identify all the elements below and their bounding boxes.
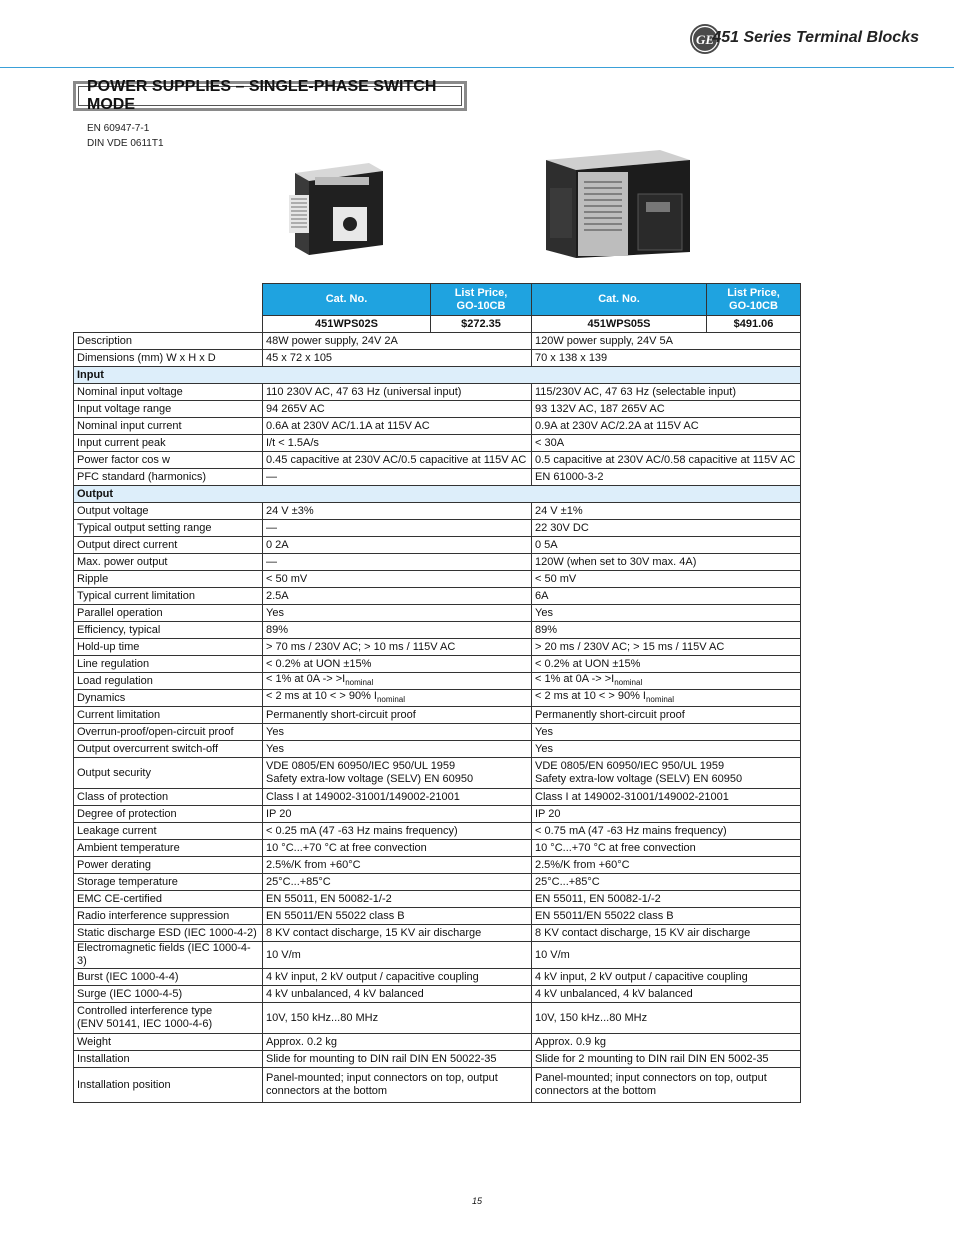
product-cat-1: 451WPS02S bbox=[263, 316, 431, 333]
spec-label: Dynamics bbox=[74, 690, 263, 707]
standard-item: DIN VDE 0611T1 bbox=[87, 138, 164, 149]
spec-row bbox=[74, 622, 801, 639]
spec-row bbox=[74, 986, 801, 1003]
spec-label: Current limitation bbox=[74, 707, 263, 724]
product-price-1: $272.35 bbox=[431, 316, 532, 333]
spec-label: Output direct current bbox=[74, 537, 263, 554]
product-price-2: $491.06 bbox=[707, 316, 801, 333]
spec-value-1: 0 2A bbox=[263, 537, 532, 554]
standards-list bbox=[87, 121, 164, 151]
spec-row bbox=[74, 891, 801, 908]
spec-value-2: 115/230V AC, 47 63 Hz (selectable input) bbox=[532, 384, 801, 401]
spec-label: Typical current limitation bbox=[74, 588, 263, 605]
spec-row bbox=[74, 1003, 801, 1034]
spec-label: Output voltage bbox=[74, 503, 263, 520]
spec-value-1: Yes bbox=[263, 741, 532, 758]
spec-value-1: 45 x 72 x 105 bbox=[263, 350, 532, 367]
spec-row bbox=[74, 350, 801, 367]
spec-label: Input current peak bbox=[74, 435, 263, 452]
spec-value-1: < 1% at $0A -> >I_{nominal}$ bbox=[263, 673, 532, 690]
col-catno-2: Cat. No. bbox=[532, 284, 707, 316]
spec-value-1: Class I at 149002-31001/149002-21001 bbox=[263, 789, 532, 806]
spec-label: Power derating bbox=[74, 857, 263, 874]
spec-value-1: > 70 ms / 230V AC; > 10 ms / 115V AC bbox=[263, 639, 532, 656]
spec-value-2: 0.9A at 230V AC/2.2A at 115V AC bbox=[532, 418, 801, 435]
spec-row bbox=[74, 554, 801, 571]
spec-value-2: Yes bbox=[532, 605, 801, 622]
spec-value-1: Approx. 0.2 kg bbox=[263, 1034, 532, 1051]
spec-value-1: VDE 0805/EN 60950/IEC 950/UL 1959 Safety extra-low voltage (SELV) EN 60950 bbox=[263, 758, 532, 789]
spec-value-1: < 0.2% at UON ±15% bbox=[263, 656, 532, 673]
svg-text:GE: GE bbox=[695, 32, 715, 47]
spec-label: Electromagnetic fields (IEC 1000-4-3) bbox=[74, 942, 263, 969]
spec-label: Degree of protection bbox=[74, 806, 263, 823]
spec-row bbox=[74, 639, 801, 656]
spec-label: Output security bbox=[74, 758, 263, 789]
spec-value-2: 24 V ±1% bbox=[532, 503, 801, 520]
spec-row bbox=[74, 333, 801, 350]
spec-label: Radio interference suppression bbox=[74, 908, 263, 925]
product-blank bbox=[74, 316, 263, 333]
spec-row bbox=[74, 789, 801, 806]
spec-row bbox=[74, 1068, 801, 1103]
spec-value-2: > 20 ms / 230V AC; > 15 ms / 115V AC bbox=[532, 639, 801, 656]
spec-row bbox=[74, 469, 801, 486]
spec-value-1: Yes bbox=[263, 605, 532, 622]
spec-row bbox=[74, 537, 801, 554]
spec-value-1: 2.5%/K from +60°C bbox=[263, 857, 532, 874]
col-price-1: List Price, GO-10CB bbox=[431, 284, 532, 316]
spec-value-2: 2.5%/K from +60°C bbox=[532, 857, 801, 874]
group-label: Input bbox=[74, 367, 801, 384]
spec-value-2: 120W (when set to 30V max. 4A) bbox=[532, 554, 801, 571]
spec-row bbox=[74, 673, 801, 690]
spec-value-1: 0.45 capacitive at 230V AC/0.5 capacitive at 115V AC bbox=[263, 452, 532, 469]
spec-row bbox=[74, 401, 801, 418]
spec-row bbox=[74, 857, 801, 874]
spec-label: Line regulation bbox=[74, 656, 263, 673]
spec-row bbox=[74, 588, 801, 605]
spec-value-1: < 50 mV bbox=[263, 571, 532, 588]
spec-label: Surge (IEC 1000-4-5) bbox=[74, 986, 263, 1003]
spec-value-2: Panel-mounted; input connectors on top, output connectors at the bottom bbox=[532, 1068, 801, 1103]
spec-value-1: Panel-mounted; input connectors on top, output connectors at the bottom bbox=[263, 1068, 532, 1103]
spec-row bbox=[74, 384, 801, 401]
col-price-2: List Price, GO-10CB bbox=[707, 284, 801, 316]
spec-row bbox=[74, 806, 801, 823]
spec-label: Hold-up time bbox=[74, 639, 263, 656]
spec-value-2: < 50 mV bbox=[532, 571, 801, 588]
spec-label: Static discharge ESD (IEC 1000-4-2) bbox=[74, 925, 263, 942]
spec-value-1: < 2 ms at 10 < > 90% $I_{nominal}$ bbox=[263, 690, 532, 707]
spec-row bbox=[74, 925, 801, 942]
page-number: 15 bbox=[471, 1196, 482, 1206]
spec-label: EMC CE-certified bbox=[74, 891, 263, 908]
spec-row bbox=[74, 823, 801, 840]
spec-label: Description bbox=[74, 333, 263, 350]
spec-row bbox=[74, 741, 801, 758]
spec-row bbox=[74, 707, 801, 724]
product-cat-2: 451WPS05S bbox=[532, 316, 707, 333]
spec-row bbox=[74, 605, 801, 622]
spec-value-2: 0 5A bbox=[532, 537, 801, 554]
spec-row bbox=[74, 908, 801, 925]
spec-value-2: Yes bbox=[532, 741, 801, 758]
col-catno-1: Cat. No. bbox=[263, 284, 431, 316]
spec-value-1: 10 V/m bbox=[263, 942, 532, 969]
spec-row bbox=[74, 656, 801, 673]
spec-value-1: I/t < 1.5A/s bbox=[263, 435, 532, 452]
spec-value-2: 120W power supply, 24V 5A bbox=[532, 333, 801, 350]
table-header-row bbox=[74, 284, 801, 316]
spec-label: Max. power output bbox=[74, 554, 263, 571]
header-blank bbox=[74, 284, 263, 316]
spec-label: Parallel operation bbox=[74, 605, 263, 622]
spec-label: Installation bbox=[74, 1051, 263, 1068]
standard-item: EN 60947-7-1 bbox=[87, 123, 150, 134]
spec-label: Leakage current bbox=[74, 823, 263, 840]
spec-row bbox=[74, 690, 801, 707]
spec-label: Overrun-proof/open-circuit proof bbox=[74, 724, 263, 741]
spec-value-1: 4 kV unbalanced, 4 kV balanced bbox=[263, 986, 532, 1003]
spec-value-1: 2.5A bbox=[263, 588, 532, 605]
spec-row bbox=[74, 435, 801, 452]
spec-value-1: Permanently short-circuit proof bbox=[263, 707, 532, 724]
spec-value-2: 70 x 138 x 139 bbox=[532, 350, 801, 367]
header-title: 451 Series Terminal Blocks bbox=[712, 29, 919, 46]
spec-value-2: IP 20 bbox=[532, 806, 801, 823]
spec-row bbox=[74, 1051, 801, 1068]
spec-value-1: 4 kV input, 2 kV output / capacitive coupling bbox=[263, 969, 532, 986]
spec-label: Typical output setting range bbox=[74, 520, 263, 537]
spec-row bbox=[74, 969, 801, 986]
spec-row bbox=[74, 840, 801, 857]
spec-label: Storage temperature bbox=[74, 874, 263, 891]
product-image-451wps02s bbox=[287, 159, 387, 259]
spec-label: Ambient temperature bbox=[74, 840, 263, 857]
spec-value-1: 24 V ±3% bbox=[263, 503, 532, 520]
product-image-451wps05s bbox=[542, 148, 692, 260]
spec-label: Installation position bbox=[74, 1068, 263, 1103]
spec-row bbox=[74, 758, 801, 789]
section-title-box bbox=[73, 78, 467, 113]
spec-value-1: 48W power supply, 24V 2A bbox=[263, 333, 532, 350]
spec-value-2: 10V, 150 kHz...80 MHz bbox=[532, 1003, 801, 1034]
group-label: Output bbox=[74, 486, 801, 503]
spec-value-1: 94 265V AC bbox=[263, 401, 532, 418]
spec-row bbox=[74, 520, 801, 537]
spec-label: Input voltage range bbox=[74, 401, 263, 418]
spec-label: Load regulation bbox=[74, 673, 263, 690]
spec-label: Burst (IEC 1000-4-4) bbox=[74, 969, 263, 986]
spec-row bbox=[74, 874, 801, 891]
spec-label: Efficiency, typical bbox=[74, 622, 263, 639]
spec-value-2: Permanently short-circuit proof bbox=[532, 707, 801, 724]
spec-value-1: 89% bbox=[263, 622, 532, 639]
spec-value-2: 22 30V DC bbox=[532, 520, 801, 537]
spec-label: Class of protection bbox=[74, 789, 263, 806]
spec-row bbox=[74, 942, 801, 969]
spec-value-2: 89% bbox=[532, 622, 801, 639]
spec-value-1: 8 KV contact discharge, 15 KV air discharge bbox=[263, 925, 532, 942]
spec-value-2: 0.5 capacitive at 230V AC/0.58 capacitive at 115V AC bbox=[532, 452, 801, 469]
spec-value-2: 25°C...+85°C bbox=[532, 874, 801, 891]
spec-value-1: — bbox=[263, 520, 532, 537]
spec-row bbox=[74, 452, 801, 469]
spec-label: Nominal input current bbox=[74, 418, 263, 435]
spec-value-2: EN 55011, EN 50082-1/-2 bbox=[532, 891, 801, 908]
spec-label: Output overcurrent switch-off bbox=[74, 741, 263, 758]
spec-value-2: 10 V/m bbox=[532, 942, 801, 969]
spec-label: Controlled interference type (ENV 50141, IEC 1000-4-6) bbox=[74, 1003, 263, 1034]
spec-value-1: IP 20 bbox=[263, 806, 532, 823]
spec-value-2: Slide for 2 mounting to DIN rail DIN EN 5002-35 bbox=[532, 1051, 801, 1068]
spec-value-2: < 0.75 mA (47 -63 Hz mains frequency) bbox=[532, 823, 801, 840]
spec-value-1: 110 230V AC, 47 63 Hz (universal input) bbox=[263, 384, 532, 401]
group-row bbox=[74, 486, 801, 503]
spec-value-2: 8 KV contact discharge, 15 KV air discharge bbox=[532, 925, 801, 942]
spec-value-2: < 30A bbox=[532, 435, 801, 452]
spec-value-1: 0.6A at 230V AC/1.1A at 115V AC bbox=[263, 418, 532, 435]
spec-row bbox=[74, 418, 801, 435]
spec-label: Ripple bbox=[74, 571, 263, 588]
spec-value-1: EN 55011/EN 55022 class B bbox=[263, 908, 532, 925]
spec-label: PFC standard (harmonics) bbox=[74, 469, 263, 486]
spec-label: Weight bbox=[74, 1034, 263, 1051]
spec-label: Power factor cos w bbox=[74, 452, 263, 469]
spec-row bbox=[74, 724, 801, 741]
spec-value-1: EN 55011, EN 50082-1/-2 bbox=[263, 891, 532, 908]
spec-value-1: 25°C...+85°C bbox=[263, 874, 532, 891]
spec-value-2: VDE 0805/EN 60950/IEC 950/UL 1959 Safety extra-low voltage (SELV) EN 60950 bbox=[532, 758, 801, 789]
spec-table bbox=[73, 283, 801, 1103]
spec-value-1: — bbox=[263, 554, 532, 571]
spec-body bbox=[74, 333, 801, 1103]
spec-value-2: 4 kV unbalanced, 4 kV balanced bbox=[532, 986, 801, 1003]
spec-value-1: 10V, 150 kHz...80 MHz bbox=[263, 1003, 532, 1034]
spec-value-1: < 0.25 mA (47 -63 Hz mains frequency) bbox=[263, 823, 532, 840]
spec-value-2: < 0.2% at UON ±15% bbox=[532, 656, 801, 673]
spec-row bbox=[74, 1034, 801, 1051]
spec-value-2: < 2 ms at 10 < > 90% $I_{nominal}$ bbox=[532, 690, 801, 707]
spec-value-1: — bbox=[263, 469, 532, 486]
spec-value-2: 10 °C...+70 °C at free convection bbox=[532, 840, 801, 857]
spec-value-2: < 1% at $0A -> >I_{nominal}$ bbox=[532, 673, 801, 690]
spec-label: Nominal input voltage bbox=[74, 384, 263, 401]
spec-value-2: Yes bbox=[532, 724, 801, 741]
spec-value-2: Class I at 149002-31001/149002-21001 bbox=[532, 789, 801, 806]
spec-value-2: 4 kV input, 2 kV output / capacitive coupling bbox=[532, 969, 801, 986]
spec-value-2: 6A bbox=[532, 588, 801, 605]
header-rule bbox=[0, 67, 954, 68]
spec-label: Dimensions (mm) W x H x D bbox=[74, 350, 263, 367]
spec-value-2: 93 132V AC, 187 265V AC bbox=[532, 401, 801, 418]
spec-row bbox=[74, 571, 801, 588]
group-row bbox=[74, 367, 801, 384]
spec-value-2: EN 61000-3-2 bbox=[532, 469, 801, 486]
spec-value-2: EN 55011/EN 55022 class B bbox=[532, 908, 801, 925]
spec-value-2: Approx. 0.9 kg bbox=[532, 1034, 801, 1051]
spec-value-1: 10 °C...+70 °C at free convection bbox=[263, 840, 532, 857]
spec-value-1: Yes bbox=[263, 724, 532, 741]
product-row bbox=[74, 316, 801, 333]
spec-row bbox=[74, 503, 801, 520]
spec-value-1: Slide for mounting to DIN rail DIN EN 50022-35 bbox=[263, 1051, 532, 1068]
section-title: POWER SUPPLIES – SINGLE-PHASE SWITCH MODE bbox=[78, 86, 462, 106]
